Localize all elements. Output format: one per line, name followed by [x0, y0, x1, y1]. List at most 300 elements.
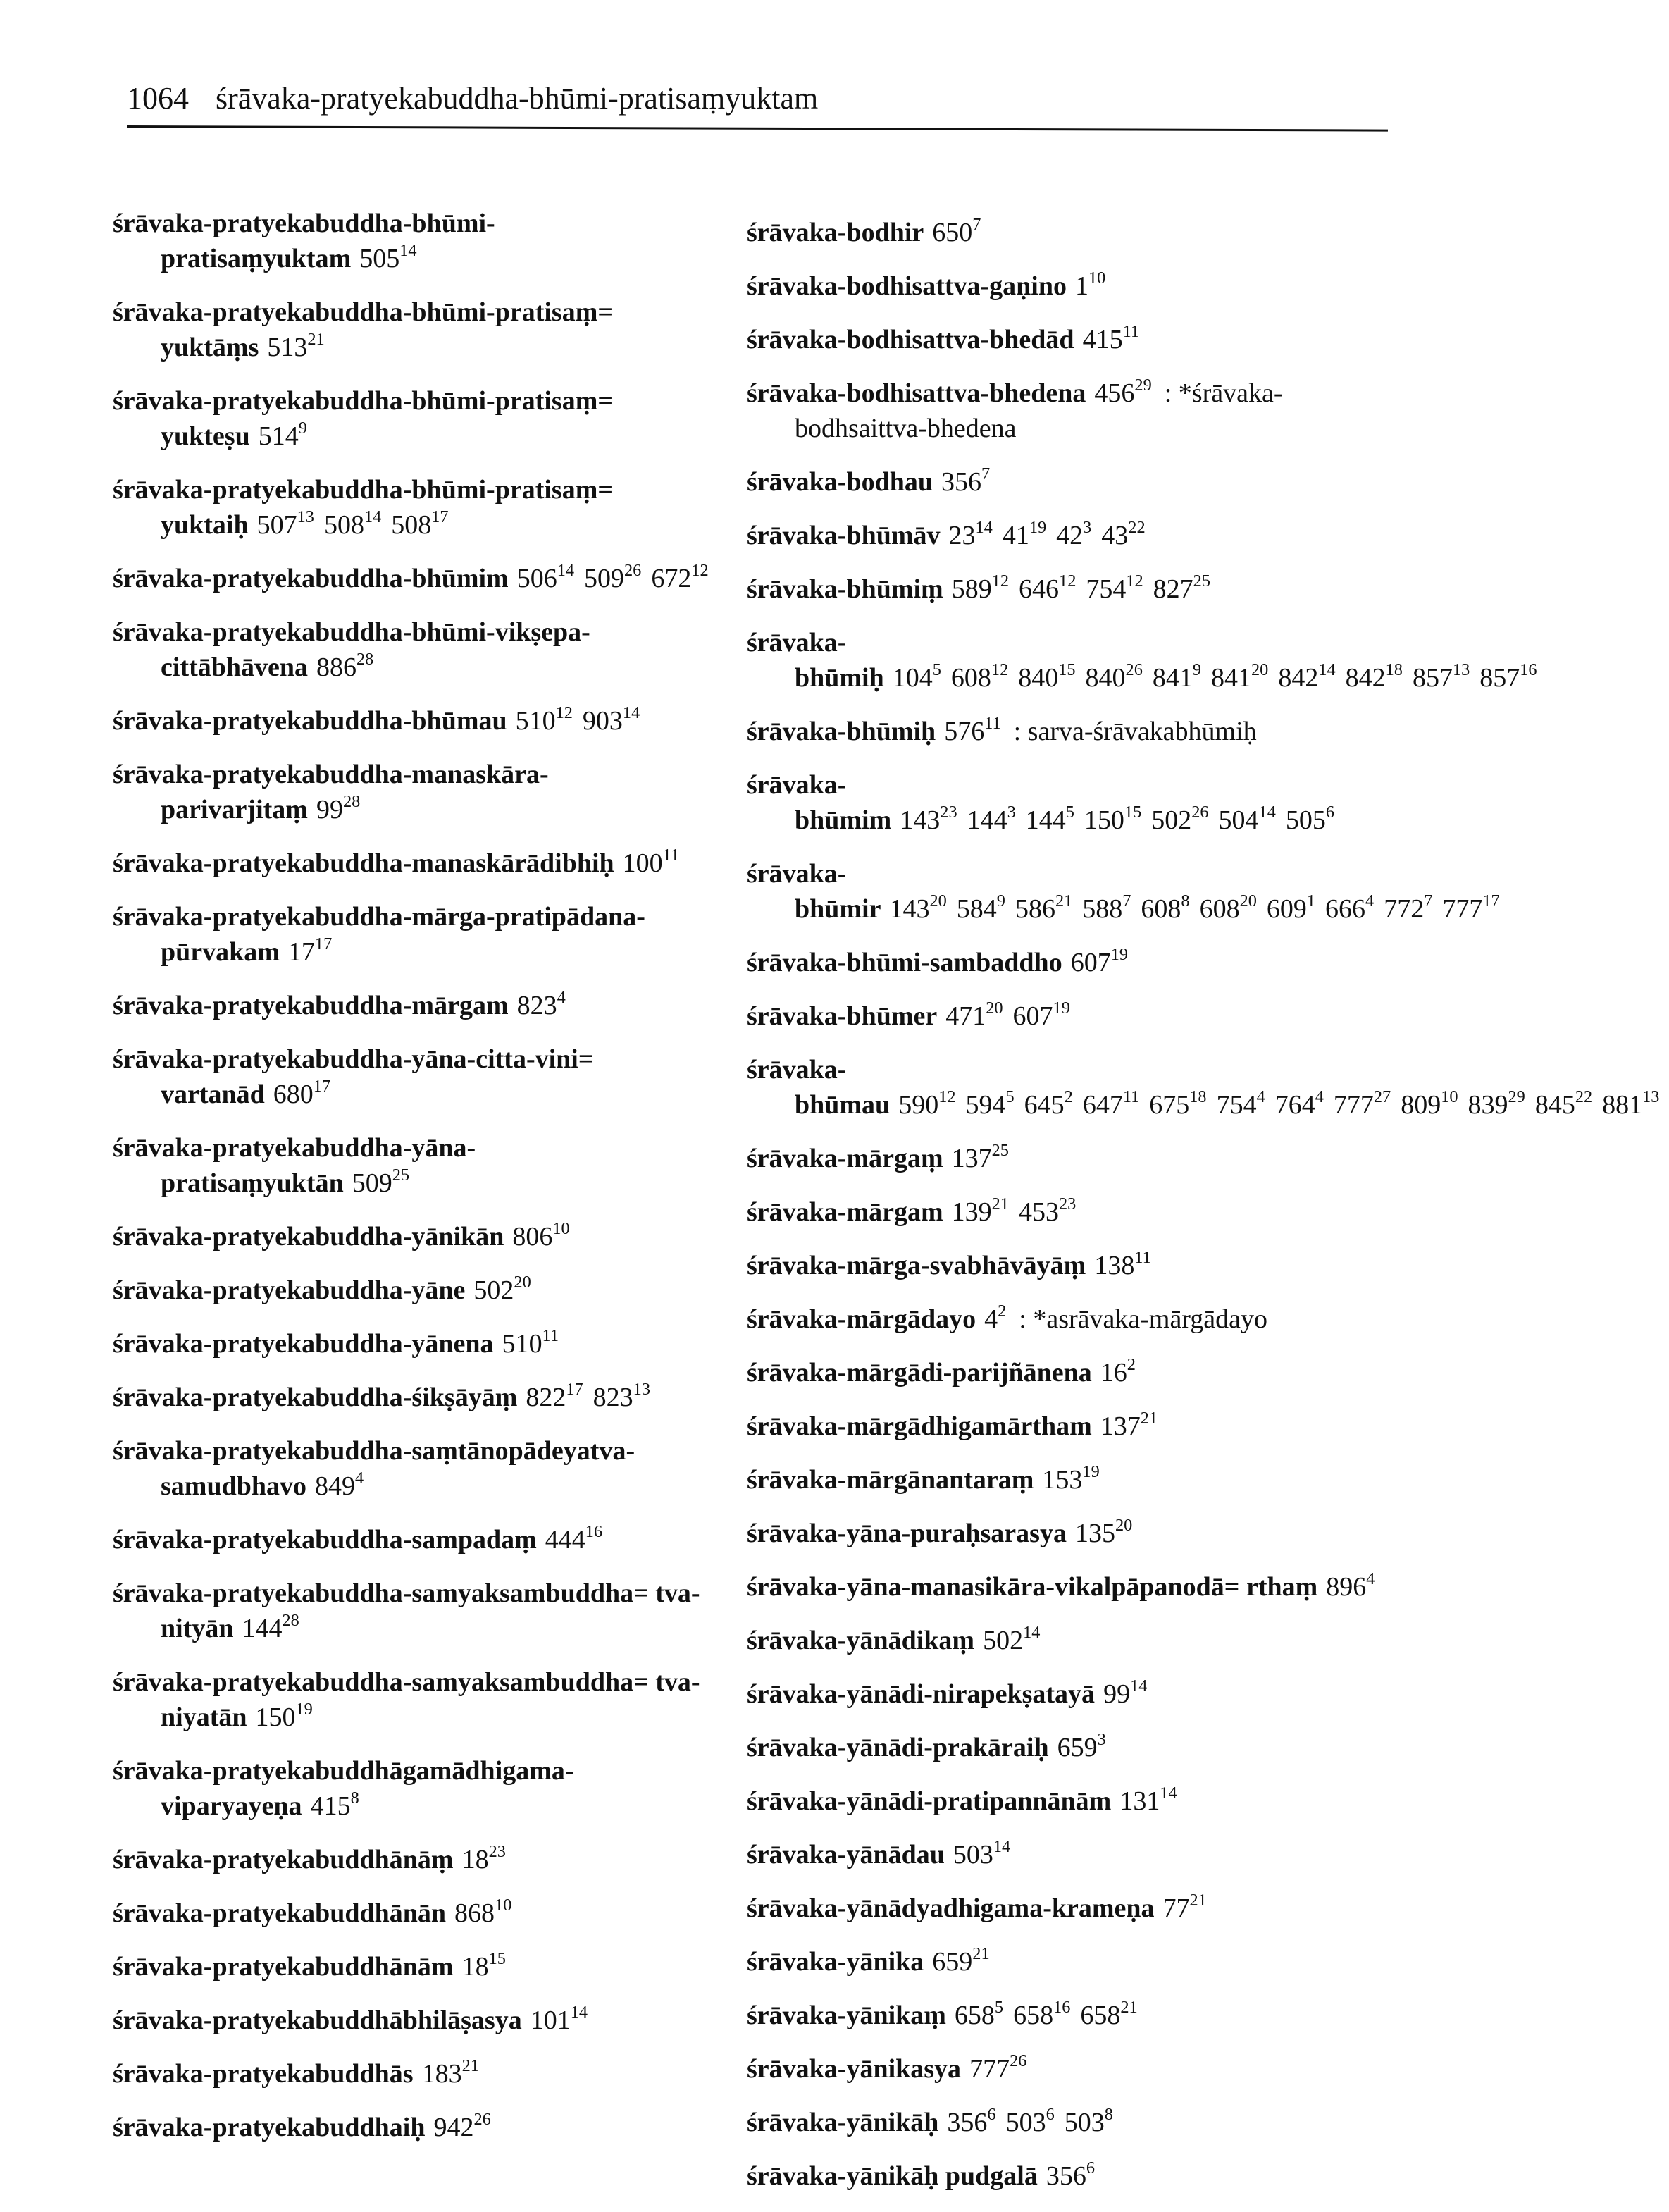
ref-page: 840: [1018, 663, 1059, 693]
ref-line: 13: [1642, 1087, 1660, 1106]
entry-references: [1046, 2158, 1105, 2191]
ref-page: 777: [969, 2054, 1010, 2084]
entry-references: [1326, 1569, 1384, 1602]
index-entry: [747, 1194, 1395, 1230]
entry-references: [945, 998, 1080, 1031]
page-line-reference: [1094, 1247, 1151, 1280]
ref-page: 809: [1401, 1090, 1441, 1120]
entry-references: [947, 2104, 1122, 2137]
ref-line: 16: [585, 1521, 603, 1541]
ref-page: 4: [984, 1304, 998, 1334]
ref-line: 6: [1046, 2104, 1055, 2124]
ref-line: 6: [1086, 2158, 1096, 2177]
entry-headword: śrāvaka-pratyekabuddha-bhūmau: [113, 706, 507, 736]
ref-page: 415: [310, 1791, 351, 1821]
page-line-reference: [965, 1087, 1015, 1120]
ref-line: 20: [929, 891, 947, 910]
entry-headword: śrāvaka-pratyekabuddhās: [113, 2059, 414, 2089]
ref-line: 20: [1239, 891, 1257, 910]
ref-page: 456: [1094, 378, 1135, 408]
entry-headword: śrāvaka-mārgādhigamārtham: [747, 1411, 1092, 1441]
ref-page: 137: [1100, 1411, 1141, 1441]
ref-page: 658: [1080, 2001, 1121, 2030]
page-line-reference: [515, 703, 573, 736]
page-line-reference: [944, 713, 1001, 746]
ref-line: 27: [1373, 1087, 1391, 1106]
ref-line: 12: [1126, 571, 1143, 591]
ref-line: 12: [1059, 571, 1077, 591]
entry-variant-note: : *asrāvaka-mārgādayo: [1019, 1304, 1268, 1334]
page-line-reference: [984, 1301, 1007, 1334]
entry-headword: śrāvaka-pratyekabuddha-bhūmim: [113, 564, 509, 593]
ref-page: 509: [352, 1168, 392, 1198]
entry-references: [1162, 1890, 1217, 1923]
entry-headword: śrāvaka-pratyekabuddha-śikṣāyāṃ: [113, 1383, 518, 1412]
ref-line: 7: [1122, 891, 1131, 910]
ref-page: 849: [314, 1471, 355, 1501]
page-line-reference: [530, 2002, 588, 2035]
ref-page: 590: [898, 1090, 939, 1120]
index-entry: [747, 1409, 1395, 1444]
ref-line: 25: [392, 1165, 410, 1185]
entry-references: [984, 1301, 1016, 1334]
page-line-reference: [1024, 1087, 1073, 1120]
ref-page: 513: [267, 333, 308, 362]
index-entry: [747, 625, 1537, 696]
ref-line: 18: [1385, 660, 1403, 679]
ref-line: 26: [1125, 660, 1143, 679]
page-line-reference: [1046, 2158, 1096, 2191]
entry-references: [944, 713, 1010, 746]
entry-headword: śrāvaka-bhūmi-sambaddho: [747, 948, 1062, 977]
entry-references: [951, 571, 1220, 604]
page-line-reference: [323, 507, 382, 540]
ref-page: 607: [1070, 948, 1111, 977]
entry-headword: śrāvaka-yānādi-pratipannānām: [747, 1786, 1112, 1816]
ref-line: 12: [991, 660, 1009, 679]
index-entry: [113, 988, 733, 1023]
page-line-reference: [526, 1379, 583, 1412]
entry-references: [267, 329, 334, 362]
page-line-reference: [582, 703, 640, 736]
ref-line: 17: [566, 1379, 583, 1399]
ref-line: 28: [356, 649, 374, 669]
entry-headword: śrāvaka-bodhau: [747, 467, 933, 497]
page-line-reference: [1086, 571, 1143, 604]
ref-line: 14: [975, 517, 993, 537]
index-entry: [113, 1433, 733, 1504]
entry-headword: śrāvaka-yānādikaṃ: [747, 1626, 975, 1655]
page-line-reference: [1119, 1783, 1177, 1816]
ref-page: 356: [1046, 2161, 1086, 2191]
entry-references: [314, 1468, 373, 1501]
page-line-reference: [622, 845, 680, 878]
ref-page: 896: [1326, 1572, 1367, 1602]
entry-headword: śrāvaka-mārgam: [747, 1197, 943, 1227]
page-line-reference: [545, 1521, 603, 1555]
ref-page: 137: [951, 1144, 992, 1173]
entry-headword: śrāvaka-bodhisattva-bhedena: [747, 378, 1086, 408]
ref-page: 42: [1056, 521, 1084, 550]
page-line-reference: [1199, 891, 1257, 924]
entry-headword: śrāvaka-yānikāḥ pudgalā: [747, 2161, 1038, 2191]
entry-references: [545, 1521, 612, 1555]
entry-headword: śrāvaka-pratyekabuddha-samyaksambuddha= tva-nityān: [113, 1578, 700, 1643]
page-line-reference: [1278, 660, 1336, 693]
page-line-reference: [951, 571, 1010, 604]
ref-page: 23: [948, 521, 976, 550]
ref-line: 17: [1482, 891, 1500, 910]
ref-line: 22: [1128, 517, 1146, 537]
ref-page: 608: [1141, 894, 1181, 924]
page-line-reference: [1325, 891, 1375, 924]
ref-line: 7: [972, 214, 981, 234]
entry-headword: śrāvaka-bhūmiḥ: [747, 717, 936, 746]
entry-headword: śrāvaka-yānādi-nirapekṣatayā: [747, 1679, 1096, 1709]
ref-line: 16: [1053, 1997, 1071, 2017]
ref-page: 823: [592, 1383, 633, 1412]
page-line-reference: [953, 1836, 1011, 1870]
page-line-reference: [956, 891, 1005, 924]
index-entry: [113, 1326, 733, 1361]
ref-line: 28: [282, 1610, 299, 1630]
page-line-reference: [461, 1841, 506, 1874]
entry-references: [473, 1272, 540, 1305]
entry-references: [1119, 1783, 1186, 1816]
index-entry: [747, 1052, 1660, 1123]
ref-page: 658: [1013, 2001, 1054, 2030]
page-line-reference: [954, 1997, 1004, 2030]
index-entry: [113, 757, 733, 827]
ref-line: 26: [1010, 2051, 1027, 2070]
ref-line: 3: [1083, 517, 1092, 537]
entry-headword: śrāvaka-bhūmer: [747, 1001, 938, 1031]
entry-references: [255, 1699, 322, 1732]
entry-references: [1074, 1515, 1142, 1548]
entry-headword: śrāvaka-bodhir: [747, 218, 924, 247]
ref-page: 607: [1012, 1001, 1053, 1031]
ref-page: 672: [651, 564, 692, 593]
ref-line: 17: [431, 507, 449, 526]
ref-page: 415: [1082, 325, 1123, 354]
index-entry: [113, 899, 733, 970]
ref-line: 10: [495, 1895, 512, 1915]
entry-headword: śrāvaka-pratyekabuddhānān: [113, 1898, 447, 1928]
page-line-reference: [1015, 891, 1073, 924]
page-line-reference: [1384, 891, 1433, 924]
index-entry: [747, 322, 1395, 357]
ref-page: 510: [515, 706, 556, 736]
ref-page: 356: [941, 467, 981, 497]
page-line-reference: [1151, 802, 1209, 835]
ref-page: 857: [1479, 663, 1520, 693]
ref-page: 845: [1534, 1090, 1575, 1120]
page-line-reference: [314, 1468, 364, 1501]
ref-page: 17: [287, 937, 315, 967]
page-line-reference: [947, 2104, 996, 2137]
page-line-reference: [1064, 2104, 1113, 2137]
ref-line: 11: [1134, 1247, 1151, 1267]
running-title: śrāvaka-pratyekabuddha-bhūmi-pratisaṃyuktam: [216, 81, 819, 116]
entry-references: [932, 214, 991, 247]
entry-headword: śrāvaka-pratyekabuddha-manaskārādibhiḥ: [113, 848, 614, 878]
entry-headword: śrāvaka-yānādyadhigama-krameṇa: [747, 1893, 1155, 1923]
entry-references: [900, 802, 1344, 835]
entry-references: [1094, 375, 1161, 408]
index-entry: [747, 714, 1395, 749]
ref-page: 842: [1278, 663, 1319, 693]
page-line-reference: [433, 2109, 491, 2142]
ref-line: 1: [1306, 891, 1316, 910]
ref-page: 646: [1019, 574, 1060, 604]
ref-line: 11: [1122, 321, 1139, 341]
page-line-reference: [1216, 1087, 1265, 1120]
ref-line: 21: [307, 329, 325, 349]
index-entry: [747, 1462, 1395, 1497]
entry-references: [256, 507, 459, 540]
ref-page: 841: [1211, 663, 1251, 693]
ref-line: 26: [624, 560, 642, 580]
entry-headword: śrāvaka-pratyekabuddha-yāna-pratisaṃyuktān: [113, 1133, 476, 1198]
page-line-reference: [256, 507, 314, 540]
index-entry: [113, 472, 733, 543]
ref-page: 150: [255, 1703, 296, 1732]
ref-line: 14: [570, 2002, 588, 2022]
index-entry: [113, 295, 733, 365]
ref-page: 503: [1064, 2108, 1105, 2137]
entry-references: [433, 2109, 500, 2142]
ref-page: 139: [951, 1197, 992, 1227]
page-line-reference: [1013, 1997, 1071, 2030]
entry-references: [898, 1087, 1669, 1120]
page-line-reference: [502, 1326, 559, 1359]
page-number: 1064: [127, 81, 189, 116]
ref-line: 4: [557, 987, 566, 1007]
index-entry: [747, 2105, 1395, 2140]
entry-references: [948, 517, 1155, 550]
ref-page: 942: [433, 2113, 474, 2142]
entry-headword: śrāvaka-pratyekabuddha-yāna-citta-vini= vartanād: [113, 1044, 594, 1109]
entry-references: [951, 1194, 1086, 1227]
page-line-reference: [287, 934, 333, 967]
page-line-reference: [951, 1194, 1009, 1227]
page-line-reference: [1082, 1087, 1140, 1120]
ref-page: 504: [1218, 805, 1259, 835]
entry-headword: śrāvaka-mārgādayo: [747, 1304, 976, 1334]
ref-line: 21: [972, 1944, 990, 1963]
page-line-reference: [1274, 1087, 1324, 1120]
entry-headword: śrāvaka-pratyekabuddha-bhūmi-vikṣepa-cittābhāvena: [113, 617, 590, 682]
page-line-reference: [1094, 375, 1152, 408]
ref-page: 594: [965, 1090, 1006, 1120]
ref-line: 11: [542, 1326, 559, 1345]
ref-page: 608: [950, 663, 991, 693]
page-line-reference: [932, 1944, 990, 1977]
ref-page: 503: [953, 1840, 993, 1870]
ref-page: 444: [545, 1525, 585, 1555]
entry-headword: śrāvaka-pratyekabuddha-bhūmi-pratisaṃyuktam: [113, 209, 495, 273]
index-entry: [747, 1730, 1395, 1765]
ref-line: 14: [1258, 802, 1276, 822]
entry-headword: śrāvaka-pratyekabuddha-mārgam: [113, 991, 509, 1020]
index-entry: [747, 945, 1395, 980]
ref-page: 647: [1082, 1090, 1123, 1120]
ref-page: 840: [1085, 663, 1126, 693]
page-line-reference: [983, 1622, 1041, 1655]
page-line-reference: [1074, 1515, 1133, 1548]
page-line-reference: [1266, 891, 1316, 924]
page-line-reference: [1602, 1087, 1660, 1120]
ref-page: 144: [1025, 805, 1066, 835]
ref-line: 8: [350, 1788, 359, 1808]
ref-line: 17: [313, 1076, 331, 1096]
index-entry: [113, 703, 733, 739]
ref-line: 5: [1065, 802, 1074, 822]
entry-headword: śrāvaka-yānādau: [747, 1840, 945, 1870]
page-line-reference: [316, 649, 374, 682]
ref-line: 3: [1007, 802, 1016, 822]
page-line-reference: [1162, 1890, 1207, 1923]
entry-headword: śrāvaka-bhūmāv: [747, 521, 941, 550]
entry-references: [316, 649, 383, 682]
entry-references: [1074, 268, 1115, 301]
ref-line: 25: [1193, 571, 1210, 591]
ref-page: 143: [889, 894, 930, 924]
page-line-reference: [310, 1788, 359, 1821]
index-entry: [747, 1302, 1395, 1337]
ref-page: 135: [1074, 1519, 1115, 1548]
ref-line: 20: [1115, 1515, 1133, 1535]
index-entry: [747, 464, 1395, 500]
index-entry: [747, 1623, 1395, 1658]
ref-line: 5: [1005, 1087, 1015, 1106]
entry-headword: śrāvaka-yānikāḥ: [747, 2108, 939, 2137]
ref-line: 5: [994, 1997, 1004, 2017]
ref-page: 41: [1002, 521, 1029, 550]
ref-line: 14: [364, 507, 382, 526]
ref-line: 6: [1325, 802, 1334, 822]
entry-headword: śrāvaka-pratyekabuddha-manaskāra-parivarjitaṃ: [113, 760, 549, 824]
page-line-reference: [950, 660, 1009, 693]
entry-references: [516, 560, 719, 593]
index-entry: [113, 383, 733, 454]
ref-page: 609: [1266, 894, 1307, 924]
entry-references: [1103, 1676, 1157, 1709]
ref-page: 153: [1042, 1465, 1083, 1495]
ref-line: 7: [1424, 891, 1433, 910]
ref-page: 99: [1103, 1679, 1131, 1709]
page-line-reference: [889, 891, 947, 924]
ref-page: 507: [256, 510, 297, 540]
page-line-reference: [461, 1948, 506, 1982]
entry-headword: śrāvaka-bhūmau: [747, 1055, 891, 1120]
ref-page: 356: [947, 2108, 988, 2137]
page-line-reference: [1082, 891, 1131, 924]
index-entry: [747, 1676, 1395, 1712]
ref-line: 14: [1023, 1622, 1041, 1642]
page-line-reference: [1101, 517, 1146, 550]
page-line-reference: [1080, 1997, 1138, 2030]
ref-page: 589: [951, 574, 992, 604]
entry-headword: śrāvaka-yānādi-prakāraiḥ: [747, 1733, 1049, 1762]
page-line-reference: [1056, 517, 1092, 550]
page-line-reference: [391, 507, 449, 540]
ref-line: 11: [984, 713, 1001, 733]
page-line-reference: [1401, 1087, 1458, 1120]
ref-page: 772: [1384, 894, 1425, 924]
page-line-reference: [1082, 321, 1139, 354]
ref-line: 4: [1256, 1087, 1265, 1106]
page-line-reference: [1002, 517, 1047, 550]
index-entry: [747, 856, 1500, 927]
page-line-reference: [454, 1895, 512, 1928]
ref-line: 11: [1122, 1087, 1140, 1106]
ref-page: 903: [582, 706, 623, 736]
entry-references: [273, 1076, 340, 1109]
ref-line: 4: [1366, 1569, 1375, 1588]
page-line-reference: [900, 802, 957, 835]
ref-page: 77: [1162, 1893, 1190, 1923]
index-entry: [113, 206, 733, 276]
ref-line: 15: [1124, 802, 1142, 822]
ref-page: 754: [1086, 574, 1127, 604]
ref-line: 11: [662, 845, 680, 865]
ref-line: 14: [399, 240, 417, 260]
page-line-reference: [1084, 802, 1142, 835]
entry-variant-note: : *śrāvaka-bodhsaittva-bhedena: [795, 378, 1283, 443]
index-entry: [747, 2158, 1395, 2194]
ref-line: 21: [1055, 891, 1073, 910]
page-line-reference: [1153, 571, 1210, 604]
page-line-reference: [892, 660, 941, 693]
entry-headword: śrāvaka-yānikasya: [747, 2054, 962, 2084]
ref-line: 10: [552, 1218, 570, 1238]
ref-line: 2: [1064, 1087, 1073, 1106]
entry-headword: śrāvaka-pratyekabuddha-yāne: [113, 1275, 466, 1305]
ref-page: 43: [1101, 521, 1129, 550]
entry-headword: śrāvaka-pratyekabuddha-bhūmi-pratisaṃ= yukteṣu: [113, 386, 613, 451]
entry-headword: śrāvaka-pratyekabuddhāgamādhigama-viparyayeṇa: [113, 1756, 574, 1821]
ref-page: 588: [1082, 894, 1123, 924]
page-line-reference: [1103, 1676, 1148, 1709]
ref-page: 841: [1152, 663, 1193, 693]
ref-page: 138: [1094, 1251, 1135, 1280]
entry-headword: śrāvaka-yāna-manasikāra-vikalpāpanodā= rthaṃ: [747, 1572, 1318, 1602]
ref-line: 12: [555, 703, 573, 722]
ref-page: 471: [945, 1001, 986, 1031]
ref-page: 503: [1005, 2108, 1046, 2137]
ref-line: 12: [691, 560, 709, 580]
entry-headword: śrāvaka-bodhisattva-gaṇino: [747, 271, 1067, 301]
ref-page: 842: [1345, 663, 1386, 693]
entry-headword: śrāvaka-bhūmim: [747, 770, 892, 835]
index-entry: [747, 767, 1395, 838]
ref-page: 650: [932, 218, 973, 247]
page-line-reference: [1025, 802, 1074, 835]
ref-line: 14: [1130, 1676, 1148, 1695]
ref-page: 150: [1084, 805, 1124, 835]
ref-page: 144: [242, 1614, 283, 1643]
ref-page: 508: [323, 510, 364, 540]
entry-references: [310, 1788, 369, 1821]
ref-page: 868: [454, 1898, 495, 1928]
left-column: [113, 206, 733, 2163]
entry-headword: śrāvaka-mārga-svabhāvāyāṃ: [747, 1251, 1086, 1280]
index-entry: [113, 1753, 733, 1824]
page-line-reference: [359, 240, 417, 273]
entry-references: [1082, 321, 1149, 354]
entry-references: [1057, 1729, 1116, 1762]
